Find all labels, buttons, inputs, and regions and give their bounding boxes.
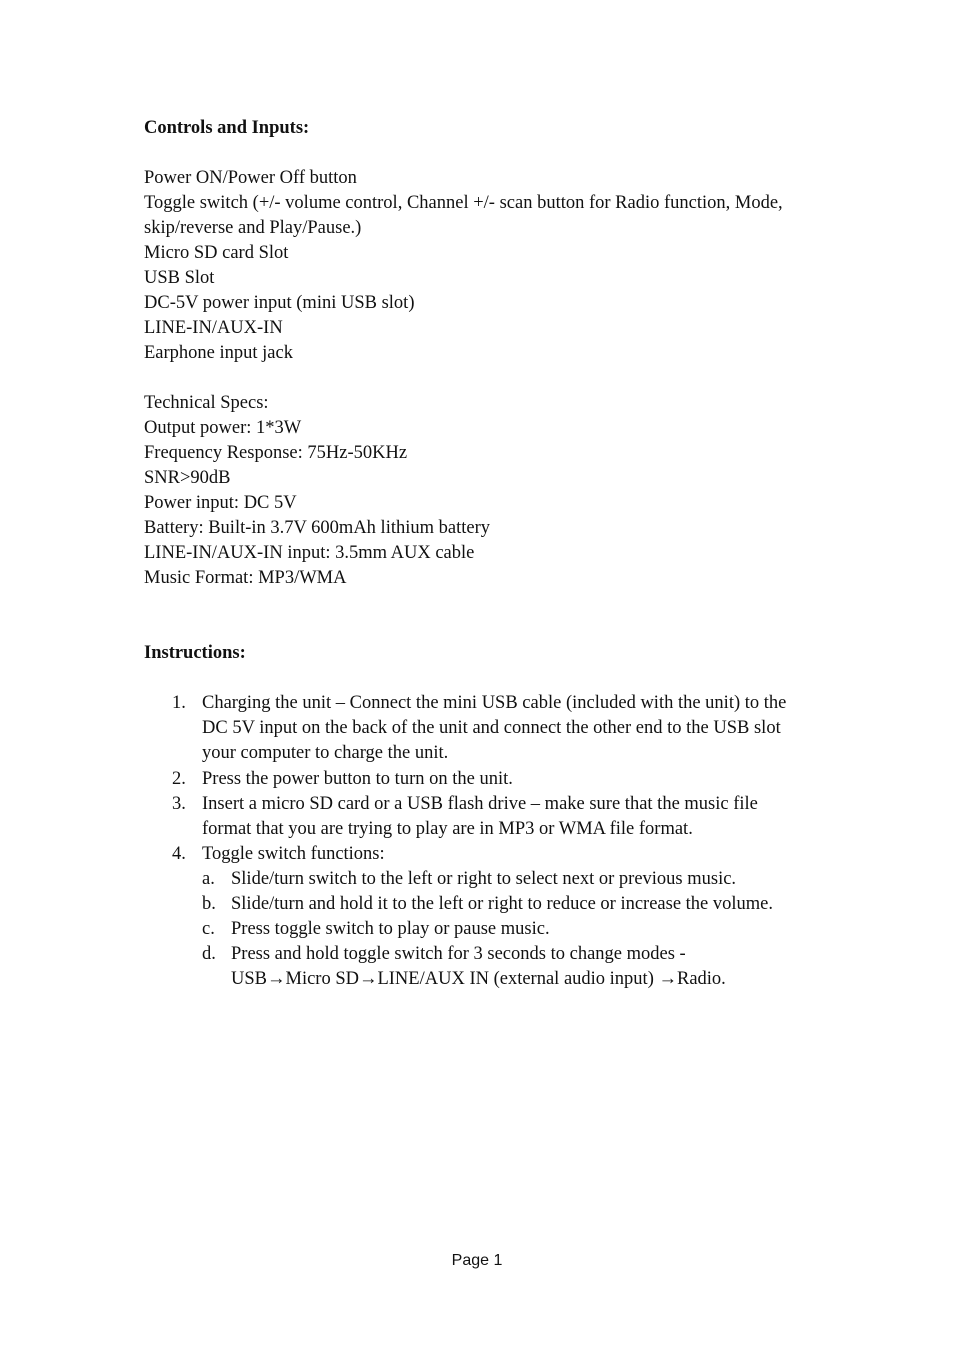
sublist-letter: d. (202, 944, 216, 964)
page-number-footer: Page 1 (451, 1252, 503, 1269)
sublist-item-text: USB→Micro SD→LINE/AUX IN (external audio input) →Radio. (231, 969, 726, 989)
controls-line: skip/reverse and Play/Pause.) (144, 218, 362, 238)
sublist-item-text: Press and hold toggle switch for 3 seconds to change modes - (231, 944, 686, 964)
controls-heading: Controls and Inputs: (144, 118, 310, 138)
specs-line: Battery: Built-in 3.7V 600mAh lithium battery (144, 518, 490, 538)
controls-line: Toggle switch (+/- volume control, Channel +/- scan button for Radio function, Mode, (144, 193, 783, 213)
list-number: 2. (172, 769, 186, 789)
controls-line: DC-5V power input (mini USB slot) (144, 293, 415, 313)
list-item-text: your computer to charge the unit. (202, 743, 449, 763)
list-item-text: Press the power button to turn on the unit. (202, 769, 513, 789)
controls-line: USB Slot (144, 268, 215, 288)
controls-line: Earphone input jack (144, 343, 293, 363)
list-number: 3. (172, 794, 186, 814)
list-number: 1. (172, 693, 186, 713)
controls-line: Micro SD card Slot (144, 243, 289, 263)
list-item-text: Charging the unit – Connect the mini USB cable (included with the unit) to the (202, 693, 787, 713)
sublist-letter: c. (202, 919, 215, 939)
specs-line: Frequency Response: 75Hz-50KHz (144, 443, 408, 463)
specs-line: Output power: 1*3W (144, 418, 302, 438)
instructions-heading: Instructions: (144, 643, 246, 663)
sublist-item-text: Slide/turn switch to the left or right to select next or previous music. (231, 869, 737, 889)
specs-line: Music Format: MP3/WMA (144, 568, 347, 588)
specs-heading: Technical Specs: (144, 393, 269, 413)
sublist-item-text: Slide/turn and hold it to the left or right to reduce or increase the volume. (231, 894, 774, 914)
specs-line: SNR>90dB (144, 468, 231, 488)
sublist-letter: b. (202, 894, 216, 914)
controls-line: Power ON/Power Off button (144, 168, 357, 188)
list-item-text: format that you are trying to play are in MP3 or WMA file format. (202, 819, 693, 839)
specs-line: LINE-IN/AUX-IN input: 3.5mm AUX cable (144, 543, 475, 563)
controls-line: LINE-IN/AUX-IN (144, 318, 283, 338)
list-item-text: DC 5V input on the back of the unit and connect the other end to the USB slot (202, 718, 781, 738)
list-item-text: Toggle switch functions: (202, 844, 385, 864)
sublist-item-text: Press toggle switch to play or pause music. (231, 919, 550, 939)
list-number: 4. (172, 844, 186, 864)
sublist-letter: a. (202, 869, 215, 889)
list-item-text: Insert a micro SD card or a USB flash drive – make sure that the music file (202, 794, 758, 814)
specs-line: Power input: DC 5V (144, 493, 297, 513)
